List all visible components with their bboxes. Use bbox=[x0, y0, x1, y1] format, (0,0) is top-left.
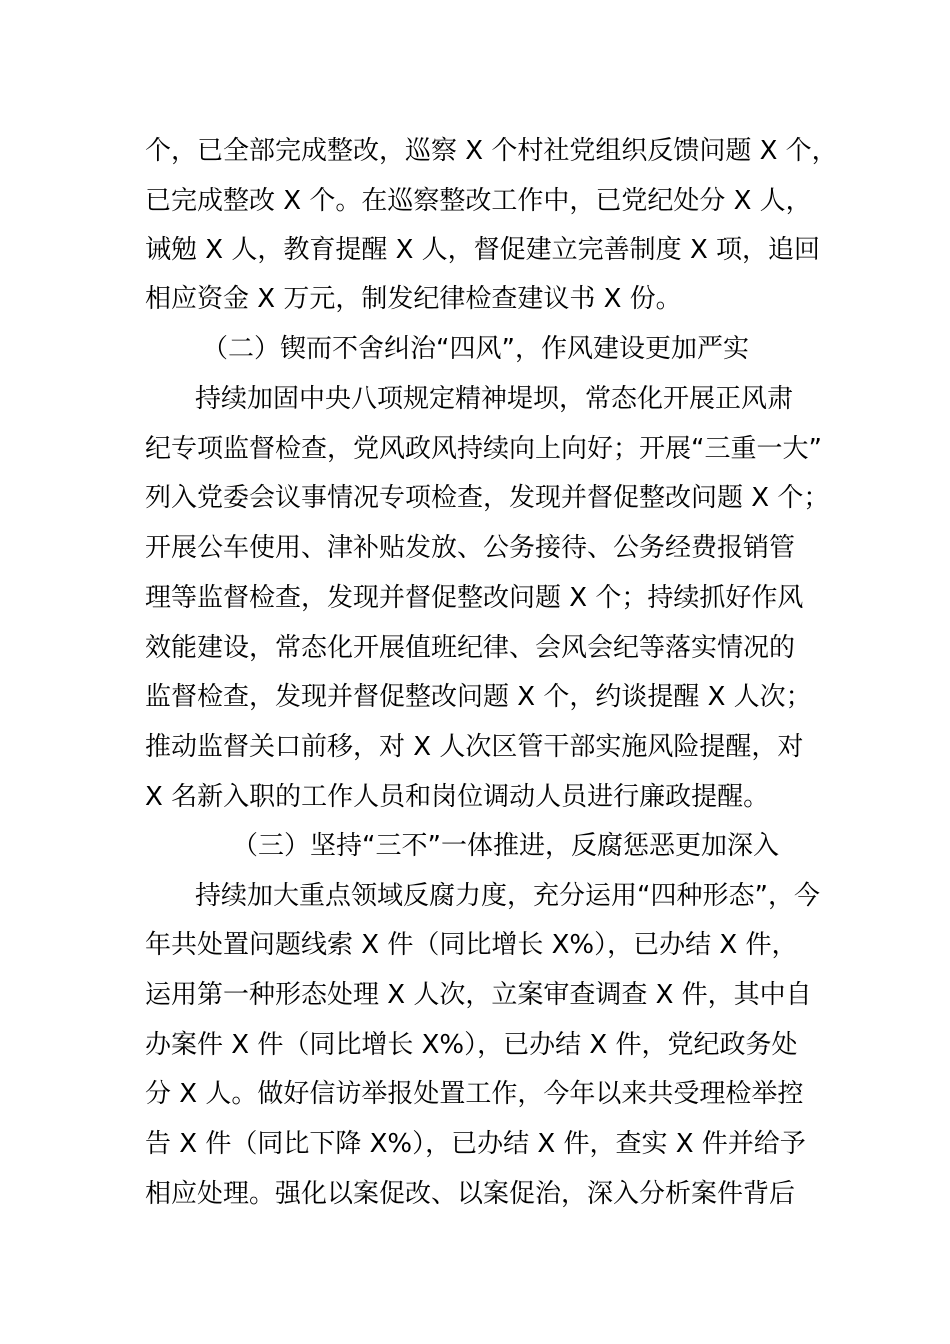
text-line-7: 纪专项监督检查，党风政风持续向上向好；开展“三重一大” bbox=[145, 434, 822, 464]
paragraph-start-2: 持续加大重点领域反腐力度，充分运用“四种形态”，今 bbox=[195, 881, 820, 911]
text-line-1: 个，已全部完成整改，巡察 X 个村社党组织反馈问题 X 个， bbox=[145, 136, 838, 166]
text-line-19: 办案件 X 件（同比增长 X%），已办结 X 件，党纪政务处 bbox=[145, 1030, 798, 1060]
text-line-12: 监督检查，发现并督促整改问题 X 个，约谈提醒 X 人次； bbox=[145, 682, 812, 712]
text-line-4: 相应资金 X 万元，制发纪律检查建议书 X 份。 bbox=[145, 284, 682, 314]
text-line-22: 相应处理。强化以案促改、以案促治，深入分析案件背后 bbox=[145, 1179, 796, 1209]
text-line-18: 运用第一种形态处理 X 人次，立案审查调查 X 件，其中自 bbox=[145, 980, 812, 1010]
text-line-17: 年共处置问题线索 X 件（同比增长 X%），已办结 X 件， bbox=[145, 930, 798, 960]
section-heading-3: （三）坚持“三不”一体推进，反腐惩恶更加深入 bbox=[232, 831, 779, 861]
text-line-10: 理等监督检查，发现并督促整改问题 X 个；持续抓好作风 bbox=[145, 583, 804, 613]
text-line-14: X 名新入职的工作人员和岗位调动人员进行廉政提醒。 bbox=[145, 782, 770, 812]
paragraph-start-1: 持续加固中央八项规定精神堤坝，常态化开展正风肃 bbox=[195, 384, 794, 414]
text-line-11: 效能建设，常态化开展值班纪律、会风会纪等落实情况的 bbox=[145, 633, 796, 663]
text-line-2: 已完成整改 X 个。在巡察整改工作中，已党纪处分 X 人， bbox=[145, 186, 812, 216]
text-line-9: 开展公车使用、津补贴发放、公务接待、公务经费报销管 bbox=[145, 533, 796, 563]
text-line-3: 诫勉 X 人，教育提醒 X 人，督促建立完善制度 X 项，追回 bbox=[145, 235, 821, 265]
text-line-13: 推动监督关口前移，对 X 人次区管干部实施风险提醒，对 bbox=[145, 732, 804, 762]
text-line-20: 分 X 人。做好信访举报处置工作，今年以来共受理检举控 bbox=[145, 1079, 804, 1109]
text-line-8: 列入党委会议事情况专项检查，发现并督促整改问题 X 个； bbox=[145, 483, 830, 513]
text-line-21: 告 X 件（同比下降 X%），已办结 X 件，查实 X 件并给予 bbox=[145, 1129, 806, 1159]
section-heading-2: （二）锲而不舍纠治“四风”，作风建设更加严实 bbox=[202, 334, 749, 364]
